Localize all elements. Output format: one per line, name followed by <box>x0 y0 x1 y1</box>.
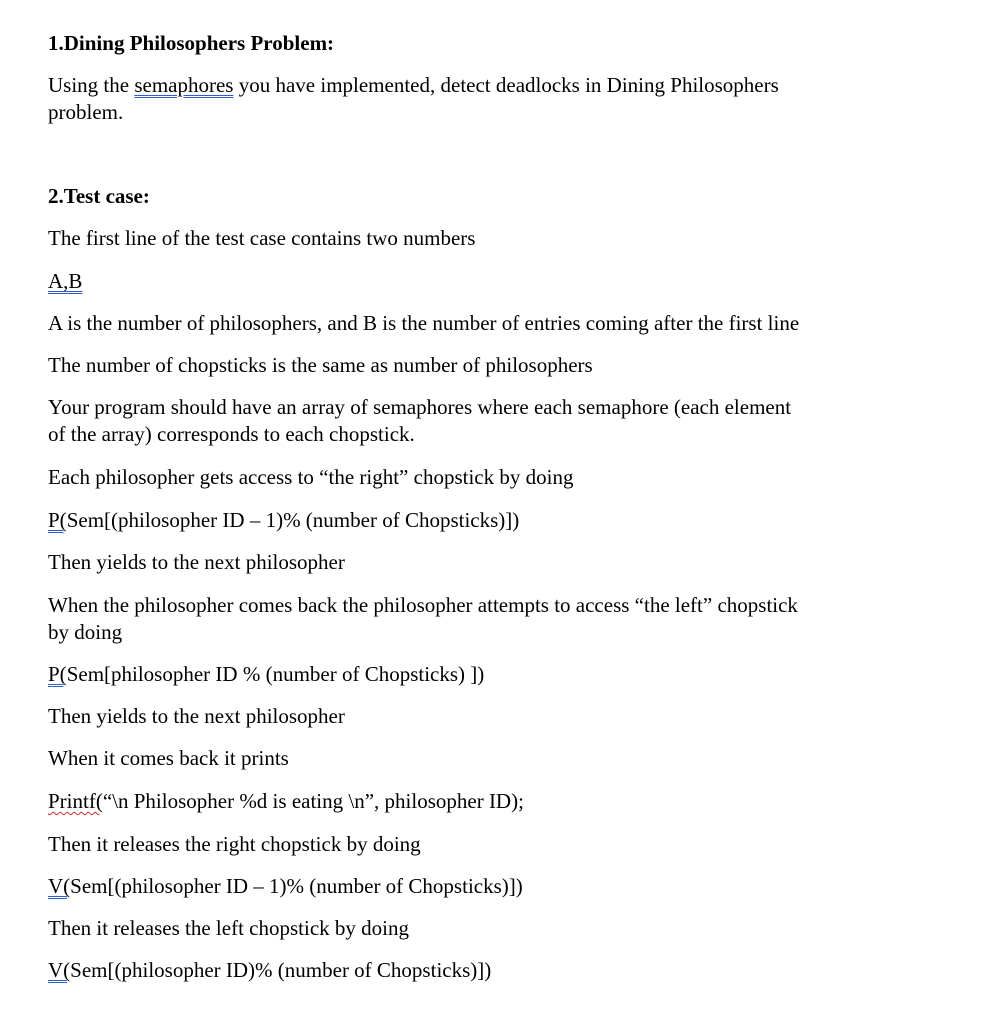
p-call-rest: Sem[(philosopher ID – 1)% (number of Chopsticks)]) <box>66 508 520 532</box>
printf-marked: Printf( <box>48 789 103 813</box>
v-call-rest: Sem[(philosopher ID – 1)% (number of Chopsticks)]) <box>70 874 523 898</box>
testcase-line-17 <box>48 957 491 984</box>
section1-heading: 1.Dining Philosophers Problem: <box>48 31 335 55</box>
testcase-line-10 <box>48 661 484 688</box>
testcase-line-2 <box>48 268 82 295</box>
testcase-line-9b: by doing <box>48 620 123 644</box>
v-call-marked-2: V( <box>48 958 71 982</box>
testcase-line-15 <box>48 873 523 900</box>
testcase-line-5a: Your program should have an array of semaphores where each semaphore (each element <box>48 395 792 419</box>
testcase-line-11: Then yields to the next philosopher <box>48 704 345 728</box>
section1-text-cont: you have implemented, detect deadlocks in Dining Philosophers <box>233 73 779 97</box>
v-call-marked: V( <box>48 874 71 898</box>
section2-heading: 2.Test case: <box>48 184 150 208</box>
testcase-line-8: Then yields to the next philosopher <box>48 550 345 574</box>
section1-paragraph-line2: problem. <box>48 100 124 124</box>
testcase-line-4: The number of chopsticks is the same as number of philosophers <box>48 353 593 377</box>
testcase-line-3: A is the number of philosophers, and B is the number of entries coming after the first line <box>48 311 800 335</box>
p-call-marked-2: P( <box>48 662 67 686</box>
section1-paragraph-line1 <box>48 72 779 99</box>
testcase-line-13 <box>48 788 524 815</box>
testcase-line-14: Then it releases the right chopstick by doing <box>48 832 421 856</box>
p-call-marked: P( <box>48 508 67 532</box>
testcase-line-7 <box>48 507 519 534</box>
testcase-line-5b: of the array) corresponds to each chopstick. <box>48 422 415 446</box>
testcase-line-16: Then it releases the left chopstick by doing <box>48 916 409 940</box>
testcase-line-12: When it comes back it prints <box>48 746 289 770</box>
v-call-rest-2: Sem[(philosopher ID)% (number of Chopsticks)]) <box>70 958 492 982</box>
testcase-line-6: Each philosopher gets access to “the right” chopstick by doing <box>48 465 574 489</box>
semaphores-marked-word: semaphores <box>134 73 234 97</box>
p-call-rest-2: Sem[philosopher ID % (number of Chopsticks) ]) <box>66 662 485 686</box>
testcase-line-9a: When the philosopher comes back the philosopher attempts to access “the left” chopstick <box>48 593 798 617</box>
ab-marked-text: A,B <box>48 269 83 293</box>
section1-text: Using the <box>48 73 135 97</box>
printf-rest: “\n Philosopher %d is eating \n”, philosopher ID); <box>102 789 524 813</box>
testcase-line-1: The first line of the test case contains two numbers <box>48 226 476 250</box>
